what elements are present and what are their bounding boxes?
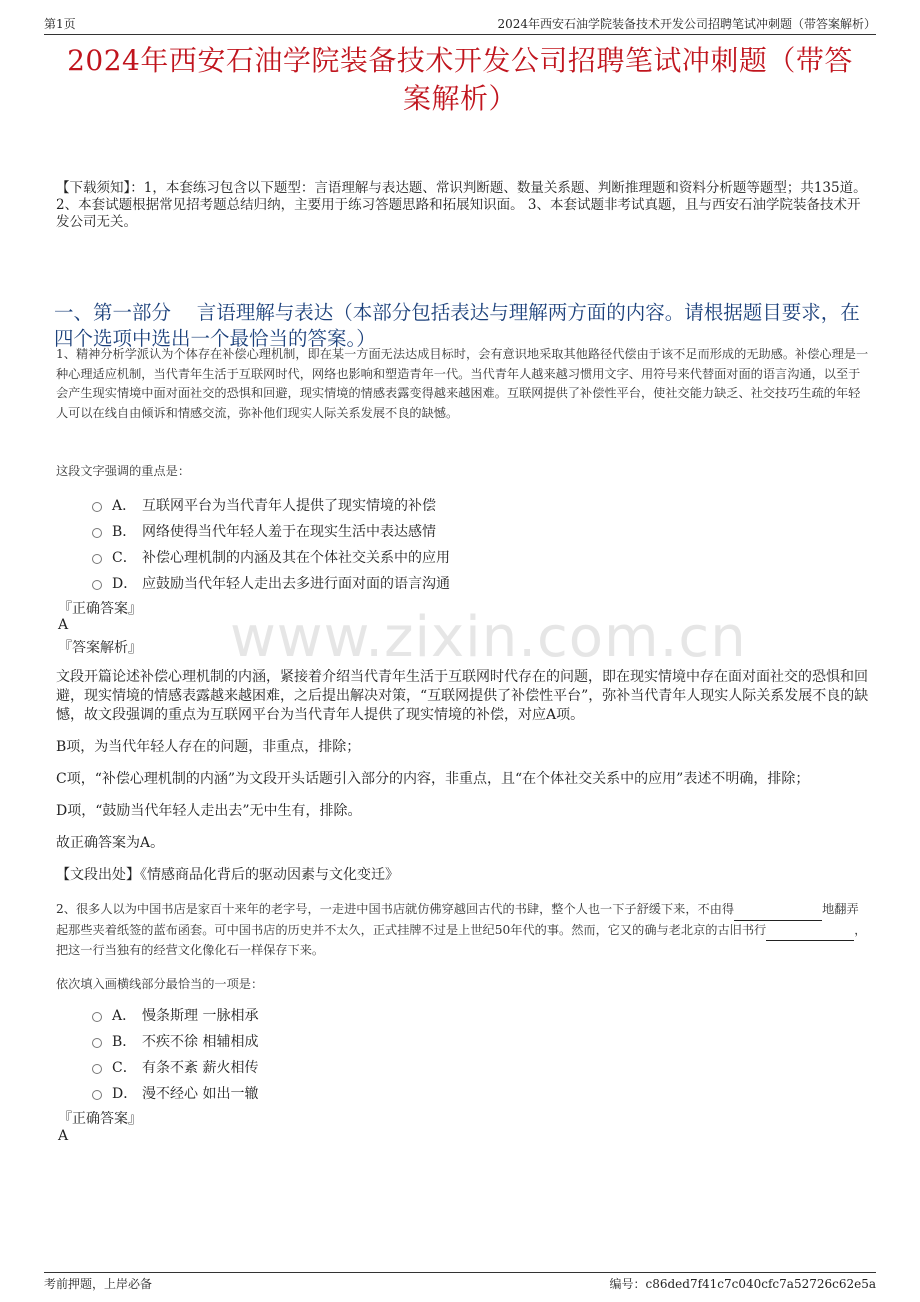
q2-options bbox=[92, 1002, 258, 1106]
title-line-1: 2024年西安石油学院装备技术开发公司招聘笔试冲刺题（带答 bbox=[67, 44, 853, 77]
option-letter: C． bbox=[112, 550, 137, 566]
q2-prompt: 依次填入画横线部分最恰当的一项是： bbox=[56, 977, 264, 991]
option-text: 网络使得当代年轻人羞于在现实生活中表达感情 bbox=[142, 524, 436, 540]
fill-blank-2[interactable] bbox=[766, 921, 854, 942]
option-text: 互联网平台为当代青年人提供了现实情境的补偿 bbox=[142, 498, 436, 514]
q1-note-c: C项，“补偿心理机制的内涵”为文段开头话题引入部分的内容，非重点，且“在个体社交关系中的应用”表述不明确，排除； bbox=[56, 771, 810, 787]
q1-option-b[interactable] bbox=[92, 518, 450, 544]
header-doc-title: 2024年西安石油学院装备技术开发公司招聘笔试冲刺题（带答案解析） bbox=[497, 17, 876, 31]
q1-answer: A bbox=[58, 617, 69, 633]
option-text: 不疾不徐 相辅相成 bbox=[142, 1034, 259, 1050]
download-notice: 【下载须知】：1，本套练习包含以下题型：言语理解与表达题、常识判断题、数量关系题、判断推理题和资料分析题等题型；共135道。 2、本套试题根据常见招考题总结归纳，主要用于练习答题思路和拓展知识面。 3、本套试题非考试真题，且与西安石油学院装备技术开发公司无关。 bbox=[56, 180, 867, 230]
q1-option-d[interactable] bbox=[92, 570, 450, 596]
page-header bbox=[44, 10, 876, 35]
radio-icon[interactable] bbox=[92, 1012, 102, 1022]
option-letter: B． bbox=[112, 1034, 137, 1050]
option-text: 补偿心理机制的内涵及其在个体社交关系中的应用 bbox=[142, 550, 450, 566]
option-text: 应鼓励当代年轻人走出去多进行面对面的语言沟通 bbox=[142, 576, 450, 592]
q1-passage: 1、精神分析学派认为个体存在补偿心理机制，即在某一方面无法达成目标时，会有意识地采取其他路径代偿由于该不足而形成的无助感。补偿心理是一种心理适应机制，当代青年生活于互联网时代，网络也影响和塑造青年一代。当代青年人越来越习惯用文字、用符号来代替面对面的语言沟通，以至于会产生现实情境中面对面社交的恐惧和回避，现实情境的情感表露变得越来越困难。互联网提供了补偿性平台，使社交能力缺乏、社交技巧生疏的年轻人可以在线自由倾诉和情感交流，弥补他们现实人际关系发展不良的缺憾。 bbox=[56, 347, 869, 420]
option-letter: C． bbox=[112, 1060, 137, 1076]
q1-source: 【文段出处】《情感商品化背后的驱动因素与文化变迁》 bbox=[56, 867, 399, 883]
q1-analysis-label: 『答案解析』 bbox=[58, 640, 142, 656]
q2-answer: A bbox=[58, 1128, 69, 1144]
page-number: 第1页 bbox=[44, 17, 76, 31]
option-letter: B． bbox=[112, 524, 137, 540]
option-letter: A． bbox=[112, 1008, 137, 1024]
q2-option-b[interactable] bbox=[92, 1028, 258, 1054]
page-footer bbox=[44, 1272, 876, 1293]
option-text: 有条不紊 薪火相传 bbox=[142, 1060, 259, 1076]
q2-passage bbox=[56, 900, 870, 961]
radio-icon[interactable] bbox=[92, 554, 102, 564]
section-heading: 一、第一部分 言语理解与表达（本部分包括表达与理解两方面的内容。请根据题目要求，在四个选项中选出一个最恰当的答案。） bbox=[54, 301, 860, 350]
radio-icon[interactable] bbox=[92, 1038, 102, 1048]
radio-icon[interactable] bbox=[92, 580, 102, 590]
title-line-2: 案解析） bbox=[402, 82, 517, 115]
document-title bbox=[44, 42, 876, 118]
footer-doc-id: 编号：c86ded7f41c7c040cfc7a52726c62e5a bbox=[609, 1276, 876, 1291]
q1-conclusion: 故正确答案为A。 bbox=[56, 835, 165, 851]
radio-icon[interactable] bbox=[92, 1090, 102, 1100]
q1-options bbox=[92, 492, 450, 596]
q2-passage-part-1: 2、很多人以为中国书店是家百十来年的老字号，一走进中国书店就仿佛穿越回古代的书肆，整个人也一下子舒缓下来，不由得 bbox=[56, 902, 735, 916]
q2-answer-label: 『正确答案』 bbox=[58, 1111, 142, 1127]
radio-icon[interactable] bbox=[92, 528, 102, 538]
q1-answer-label: 『正确答案』 bbox=[58, 601, 142, 617]
footer-slogan: 考前押题，上岸必备 bbox=[44, 1276, 153, 1291]
q1-note-b: B项，为当代年轻人存在的问题，非重点，排除； bbox=[56, 739, 361, 755]
option-letter: A． bbox=[112, 498, 137, 514]
q1-analysis: 文段开篇论述补偿心理机制的内涵，紧接着介绍当代青年生活于互联网时代存在的问题，即在现实情境中存在面对面社交的恐惧和回避，现实情境的情感表露越来越困难，之后提出解决对策，“互联网提供了补偿性平台”，弥补当代青年人现实人际关系发展不良的缺憾，故文段强调的重点为互联网平台为当代青年人提供了现实情境的补偿，对应A项。 bbox=[56, 669, 869, 723]
radio-icon[interactable] bbox=[92, 502, 102, 512]
q1-option-c[interactable] bbox=[92, 544, 450, 570]
watermark: www.zixin.com.cn bbox=[230, 605, 747, 670]
radio-icon[interactable] bbox=[92, 1064, 102, 1074]
q2-option-a[interactable] bbox=[92, 1002, 258, 1028]
option-letter: D． bbox=[112, 576, 138, 592]
q1-option-a[interactable] bbox=[92, 492, 450, 518]
q2-passage-part-3: ，把这一行当独有的经营文化像化石一样保存下来。 bbox=[56, 922, 867, 957]
q1-prompt: 这段文字强调的重点是： bbox=[56, 464, 191, 478]
q2-passage-part-2: 地翻弄起那些夹着纸签的蓝布函套。可中国书店的历史并不太久，正式挂牌不过是上世纪50年代的事。然而，它又的确与老北京的古旧书行 bbox=[56, 902, 859, 937]
fill-blank-1[interactable] bbox=[734, 900, 822, 921]
option-text: 漫不经心 如出一辙 bbox=[142, 1086, 259, 1102]
option-letter: D． bbox=[112, 1086, 138, 1102]
option-text: 慢条斯理 一脉相承 bbox=[142, 1008, 259, 1024]
q1-note-d: D项，“鼓励当代年轻人走出去”无中生有，排除。 bbox=[56, 803, 362, 819]
q2-option-d[interactable] bbox=[92, 1080, 258, 1106]
q2-option-c[interactable] bbox=[92, 1054, 258, 1080]
